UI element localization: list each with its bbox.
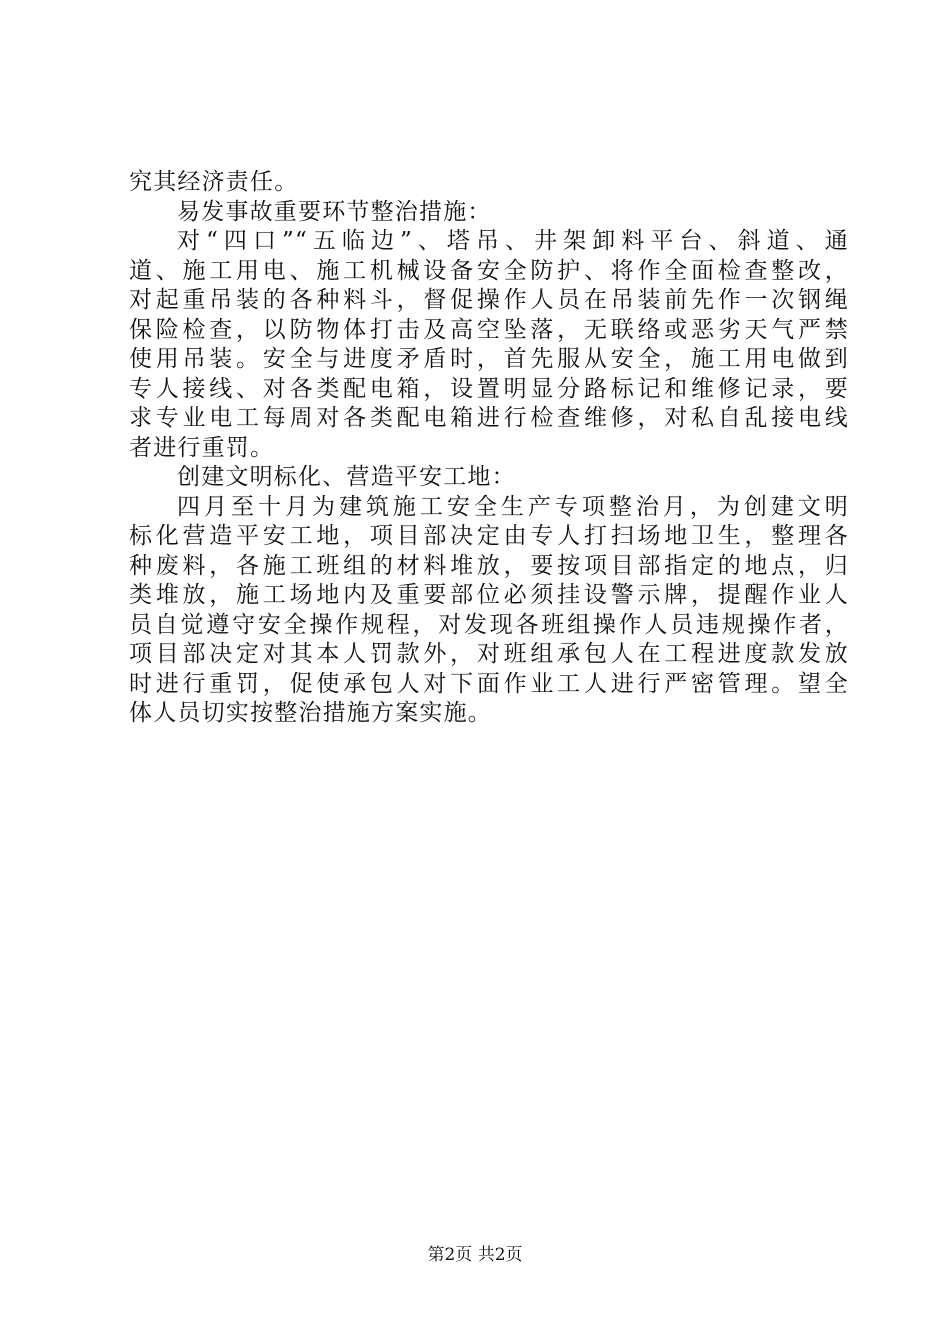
paragraph-line: 道、施工用电、施工机械设备安全防护、将作全面检查整改，: [129, 257, 849, 284]
paragraph-line: 体人员切实按整治措施方案实施。: [129, 700, 492, 726]
page-number-footer: 第2页 共2页: [427, 1245, 523, 1265]
document-body: [129, 168, 849, 729]
paragraph-line: 时进行重罚，促使承包人对下面作业工人进行严密管理。望全: [129, 670, 849, 697]
paragraph-line: 使用吊装。安全与进度矛盾时，首先服从安全，施工用电做到: [129, 346, 849, 372]
paragraph-line: 种废料，各施工班组的材料堆放，要按项目部指定的地点，归: [129, 552, 849, 579]
paragraph-line: 标化营造平安工地，项目部决定由专人打扫场地卫生，整理各: [129, 523, 849, 549]
section-heading: 易发事故重要环节整治措施：: [177, 198, 492, 225]
paragraph-line: 对起重吊装的各种料斗，督促操作人员在吊装前先作一次钢绳: [129, 287, 849, 313]
paragraph-line: 项目部决定对其本人罚款外，对班组承包人在工程进度款发放: [129, 641, 849, 667]
section-heading: 创建文明标化、营造平安工地：: [177, 464, 516, 490]
paragraph-line: 者进行重罚。: [129, 434, 275, 461]
paragraph-line: 四月至十月为建筑施工安全生产专项整治月，为创建文明: [177, 493, 849, 520]
paragraph-line: 保险检查，以防物体打击及高空坠落，无联络或恶劣天气严禁: [129, 316, 849, 343]
paragraph-line: 员自觉遵守安全操作规程，对发现各班组操作人员违规操作者，: [129, 611, 849, 638]
paragraph-line: 对“四口”“五临边”、塔吊、井架卸料平台、斜道、通: [177, 228, 849, 254]
paragraph-line: 专人接线、对各类配电箱，设置明显分路标记和维修记录，要: [129, 375, 849, 402]
paragraph-line: 类堆放，施工场地内及重要部位必须挂设警示牌，提醒作业人: [129, 582, 849, 608]
paragraph-line: 究其经济责任。: [129, 169, 299, 195]
paragraph-line: 求专业电工每周对各类配电箱进行检查维修，对私自乱接电线: [129, 405, 849, 431]
